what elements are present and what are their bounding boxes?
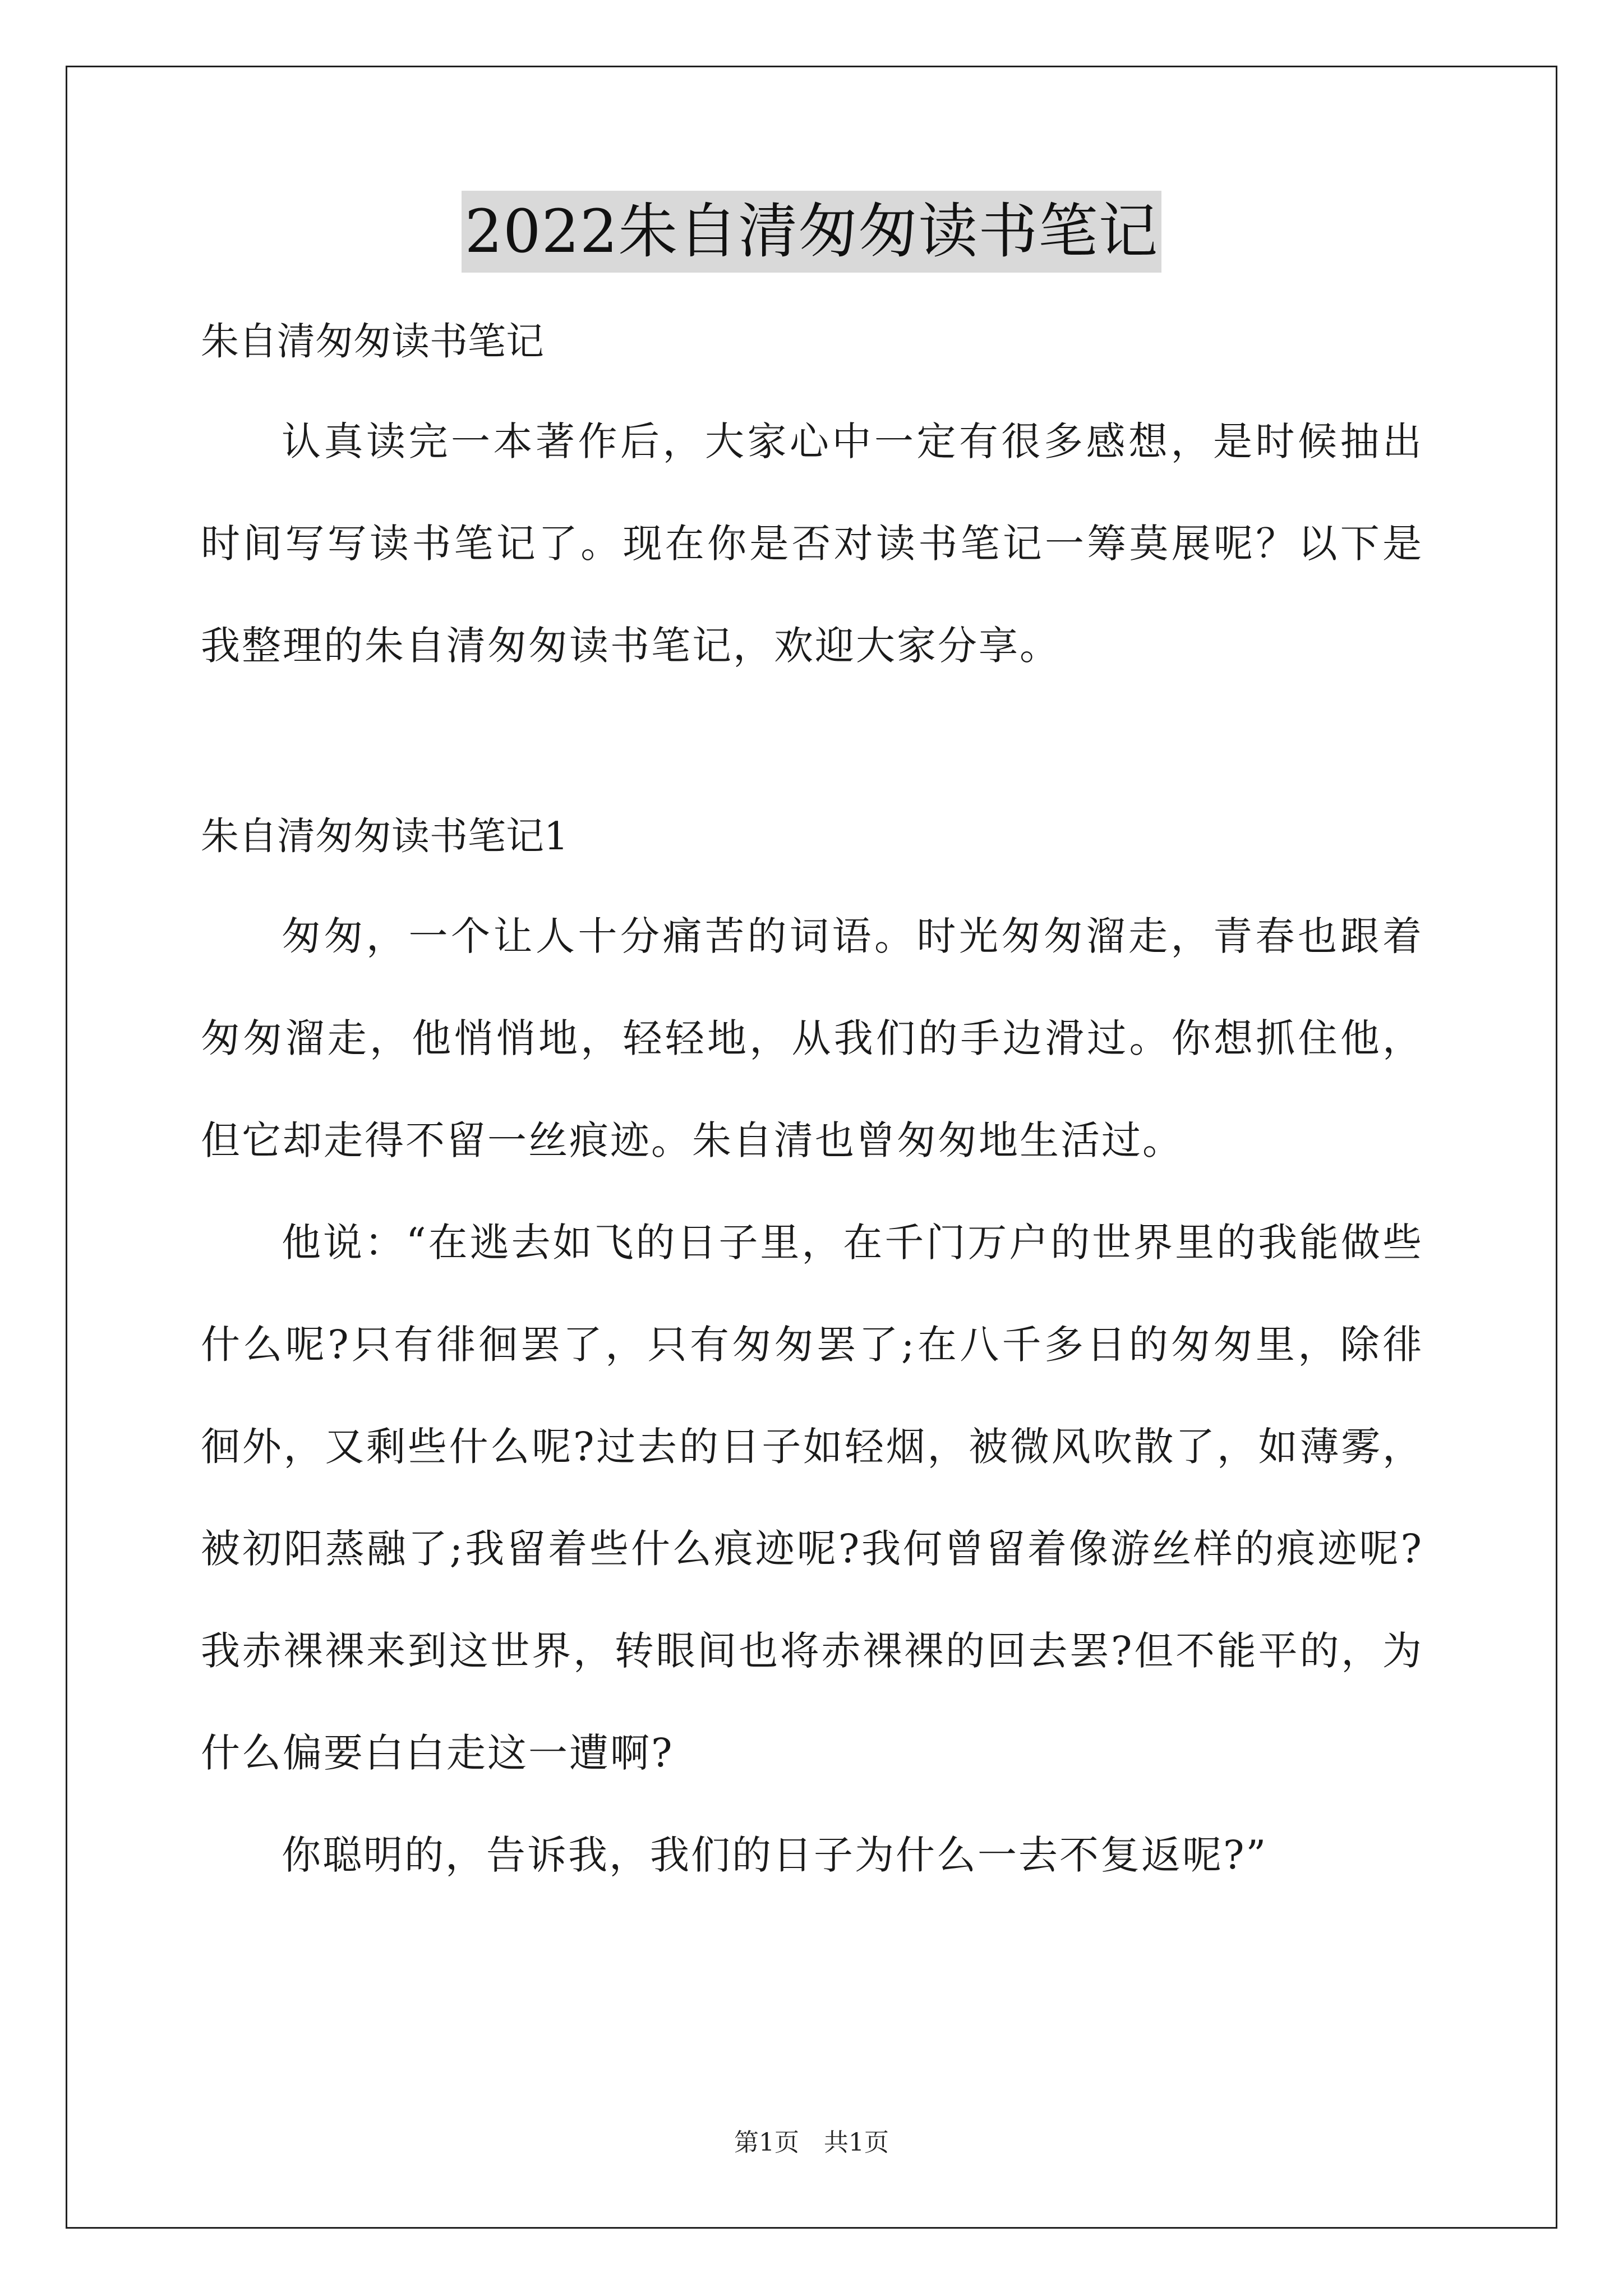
page-footer: 第1页 共1页 [734,2128,889,2157]
document-body [201,314,1423,1906]
note-1-paragraph-1: 匆匆，一个让人十分痛苦的词语。时光匆匆溜走，青春也跟着匆匆溜走，他悄悄地，轻轻地，从我们的手边滑过。你想抓住他，但它却走得不留一丝痕迹。朱自清也曾匆匆地生活过。 [201,913,1423,1163]
section-heading-intro: 朱自清匆匆读书笔记 [201,320,545,364]
intro-paragraph: 认真读完一本著作后，大家心中一定有很多感想，是时候抽出时间写写读书笔记了。现在你是否对读书笔记一筹莫展呢？以下是我整理的朱自清匆匆读书笔记，欢迎大家分享。 [201,418,1423,669]
document-title: 2022朱自清匆匆读书笔记 [462,191,1162,273]
note-1-paragraph-3: 你聪明的，告诉我，我们的日子为什么一去不复返呢?” [282,1832,1268,1878]
note-1-paragraph-2: 他说：“在逃去如飞的日子里，在千门万户的世界里的我能做些什么呢?只有徘徊罢了，只有匆匆罢了;在八千多日的匆匆里，除徘徊外，又剩些什么呢?过去的日子如轻烟，被微风吹散了，如薄雾，被初阳蒸融了;我留着些什么痕迹呢?我何曾留着像游丝样的痕迹呢?我赤裸裸来到这世界，转眼间也将赤裸裸的回去罢?但不能平的，为什么偏要白白走这一遭啊? [201,1220,1423,1776]
section-heading-note-1: 朱自清匆匆读书笔记1 [201,815,569,859]
title-container [0,191,1623,273]
